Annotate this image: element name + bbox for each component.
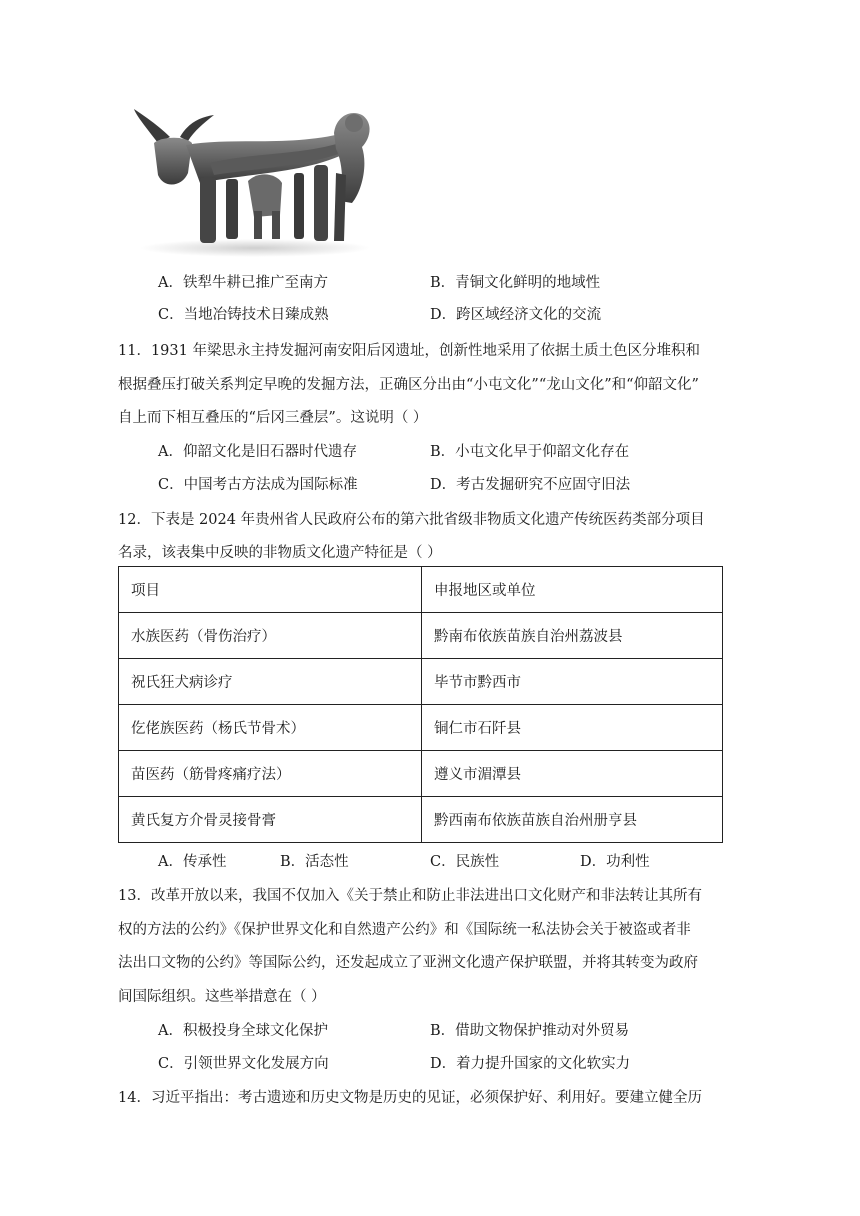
q13-stem-line-2: 权的方法的公约》《保护世界文化和自然遗产公约》和《国际统一私法协会关于被盗或者非 (118, 922, 691, 938)
q10-option-c: C．当地冶铸技术日臻成熟 (158, 307, 329, 323)
table-cell: 黔南布依族苗族自治州荔波县 (422, 613, 723, 659)
q11-stem-line-2: 根据叠压打破关系判定早晚的发掘方法，正确区分出由“小屯文化”“龙山文化”和“仰韶文化” (118, 377, 699, 393)
q13-option-d: D．着力提升国家的文化软实力 (430, 1056, 631, 1072)
table-cell: 遵义市湄潭县 (422, 751, 723, 797)
table-cell: 黄氏复方介骨灵接骨膏 (119, 797, 422, 843)
q13-stem-line-1: 13．改革开放以来，我国不仅加入《关于禁止和防止非法进出口文化财产和非法转让其所有 (118, 888, 702, 904)
q11-option-d: D．考古发掘研究不应固守旧法 (430, 477, 631, 493)
table-header-row (119, 567, 723, 613)
q14-stem-line-1: 14．习近平指出：考古遗迹和历史文物是历史的见证，必须保护好、利用好。要建立健全历 (118, 1090, 702, 1106)
table-row (119, 797, 723, 843)
q12-stem-line-1: 12．下表是 2024 年贵州省人民政府公布的第六批省级非物质文化遗产传统医药类部分项目 (118, 512, 705, 528)
table-cell: 毕节市黔西市 (422, 659, 723, 705)
q12-option-b: B．活态性 (280, 854, 349, 870)
table-cell: 仡佬族医药（杨氏节骨术） (119, 705, 422, 751)
table-cell: 苗医药（筋骨疼痛疗法） (119, 751, 422, 797)
table-row (119, 751, 723, 797)
q13-option-c: C．引领世界文化发展方向 (158, 1056, 329, 1072)
q11-option-c: C．中国考古方法成为国际标准 (158, 477, 358, 493)
q11-option-a: A．仰韶文化是旧石器时代遗存 (158, 444, 357, 460)
q12-option-c: C．民族性 (430, 854, 500, 870)
table-header-cell: 项目 (119, 567, 422, 613)
q12-stem-line-2: 名录，该表集中反映的非物质文化遗产特征是（ ） (118, 545, 442, 561)
table-cell: 水族医药（骨伤治疗） (119, 613, 422, 659)
table-row (119, 613, 723, 659)
table-cell: 黔西南布依族苗族自治州册亨县 (422, 797, 723, 843)
table-row (119, 705, 723, 751)
q10-option-b: B．青铜文化鲜明的地域性 (430, 275, 601, 291)
heritage-items-table (118, 566, 723, 843)
q12-option-d: D．功利性 (580, 854, 650, 870)
q11-option-b: B．小屯文化早于仰韶文化存在 (430, 444, 630, 460)
q10-option-a: A．铁犁牛耕已推广至南方 (158, 275, 328, 291)
q10-option-d: D．跨区域经济文化的交流 (430, 307, 602, 323)
bronze-ox-tiger-figure (130, 103, 380, 258)
table-header-cell: 申报地区或单位 (422, 567, 723, 613)
q12-option-a: A．传承性 (158, 854, 227, 870)
table-cell: 铜仁市石阡县 (422, 705, 723, 751)
q11-stem-line-1: 11．1931 年梁思永主持发掘河南安阳后冈遗址，创新性地采用了依据土质土色区分堆积和 (118, 343, 700, 359)
q13-option-a: A．积极投身全球文化保护 (158, 1023, 328, 1039)
q13-option-b: B．借助文物保护推动对外贸易 (430, 1023, 630, 1039)
q13-stem-line-3: 法出口文物的公约》等国际公约，还发起成立了亚洲文化遗产保护联盟，并将其转变为政府 (118, 955, 698, 971)
table-row (119, 659, 723, 705)
q11-stem-line-3: 自上而下相互叠压的“后冈三叠层”。这说明（ ） (118, 410, 428, 426)
q13-stem-line-4: 间国际组织。这些举措意在（ ） (118, 989, 326, 1005)
table-cell: 祝氏狂犬病诊疗 (119, 659, 422, 705)
